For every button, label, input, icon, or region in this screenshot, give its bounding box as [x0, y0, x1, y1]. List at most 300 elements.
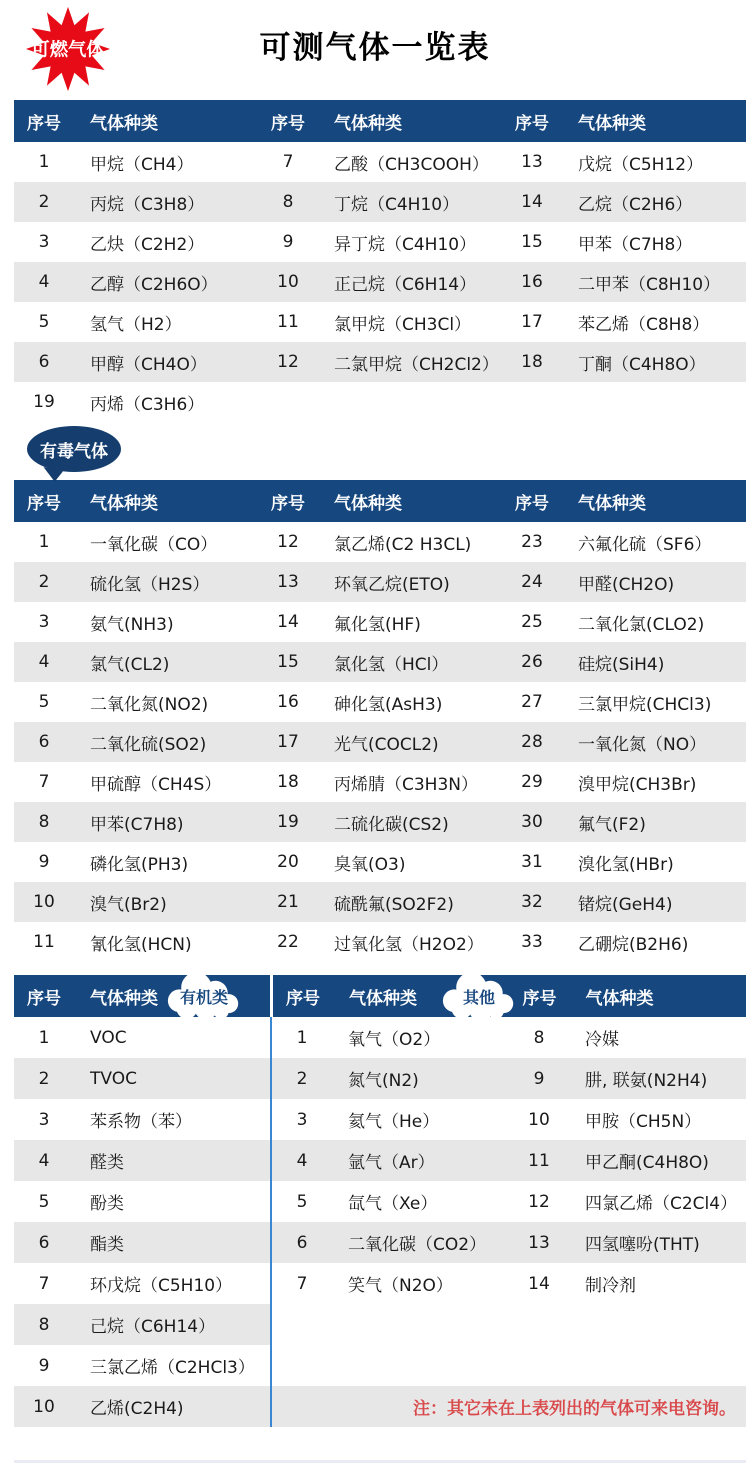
organic-other-gas-table: [14, 975, 746, 1427]
gas-name: 硫化氢（H2S）: [90, 574, 210, 595]
table-row: [14, 522, 746, 562]
row-index: 10: [33, 892, 55, 912]
gas-name: 戊烷（C5H12）: [578, 154, 704, 175]
gas-entry: [14, 722, 258, 762]
gas-entry: [14, 882, 258, 922]
gas-entry: [14, 1181, 270, 1222]
gas-entry: [272, 1017, 509, 1058]
gas-name: 光气(COCL2): [334, 734, 439, 755]
organic-other-table-body: [14, 1017, 746, 1427]
combustible-gas-table: [14, 100, 746, 422]
gas-name: 六氟化硫（SF6）: [578, 534, 712, 555]
gas-entry: [14, 342, 258, 382]
row-index: 1: [38, 532, 50, 552]
row-index: 4: [38, 1150, 50, 1171]
gas-entry: [258, 302, 502, 342]
row-index: 2: [38, 572, 50, 592]
combustible-table-header: [14, 100, 746, 142]
row-index: 10: [33, 1396, 55, 1417]
row-index: 6: [38, 352, 50, 372]
gas-entry: [14, 1304, 270, 1345]
gas-entry: [502, 922, 746, 962]
gas-entry: [502, 382, 746, 422]
gas-entry: [14, 842, 258, 882]
row-index: 6: [38, 1232, 50, 1253]
row-index: 13: [521, 152, 543, 172]
gas-entry: [502, 682, 746, 722]
gas-name: 乙烯(C2H4): [90, 1399, 184, 1419]
gas-name: 环戊烷（C5H10）: [90, 1276, 233, 1296]
gas-name: 苯系物（苯）: [90, 1112, 192, 1132]
table-row: [14, 722, 746, 762]
gas-name: 氧气（O2）: [348, 1030, 441, 1050]
header-pair: [258, 100, 502, 142]
gas-entry: [14, 1263, 270, 1304]
gas-entry: [258, 682, 502, 722]
row-index: 7: [38, 1273, 50, 1294]
row-index: 26: [521, 652, 543, 672]
row-index: 32: [521, 892, 543, 912]
gas-entry: [502, 182, 746, 222]
gas-name: 丙烯腈（C3H3N）: [334, 774, 479, 795]
row-index: 27: [521, 692, 543, 712]
other-cell: [270, 1304, 746, 1345]
row-index: 18: [277, 772, 299, 792]
gas-entry: [14, 802, 258, 842]
row-index: 1: [38, 152, 50, 172]
row-index: 8: [533, 1027, 545, 1048]
other-cell: [270, 1017, 746, 1058]
gas-entry: [272, 1099, 509, 1140]
gas-name: 甲苯（C7H8）: [578, 234, 693, 255]
row-index: 5: [38, 312, 50, 332]
gas-entry: [258, 382, 502, 422]
other-header: [270, 975, 746, 1017]
gas-name: 二氧化氯(CLO2): [578, 614, 705, 635]
table-row: [14, 562, 746, 602]
table-row: [14, 682, 746, 722]
row-index: 5: [296, 1191, 308, 1212]
row-index: 29: [521, 772, 543, 792]
row-index: 4: [296, 1150, 308, 1171]
column-header-gas: 气体种类: [585, 988, 654, 1009]
table-row: [14, 302, 746, 342]
gas-name: 砷化氢(AsH3): [334, 694, 443, 715]
row-index: 15: [521, 232, 543, 252]
row-index: 25: [521, 612, 543, 632]
gas-entry: [502, 222, 746, 262]
other-cell: [270, 1386, 746, 1427]
table-row: [14, 142, 746, 182]
gas-entry: [509, 1058, 746, 1099]
row-index: 8: [282, 192, 294, 212]
column-header-gas: 气体种类: [90, 988, 158, 1009]
gas-entry: [509, 1140, 746, 1181]
table-row: [14, 1099, 746, 1140]
gas-name: 氯气(CL2): [90, 654, 170, 675]
table-row: [14, 802, 746, 842]
organic-cell: [14, 1222, 270, 1263]
table-row: [14, 342, 746, 382]
gas-entry: [14, 382, 258, 422]
row-index: 14: [528, 1273, 550, 1294]
row-index: 14: [277, 612, 299, 632]
row-index: 12: [277, 352, 299, 372]
row-index: 4: [38, 652, 50, 672]
row-index: 3: [38, 612, 50, 632]
gas-name: 一氧化碳（CO）: [90, 534, 218, 555]
gas-entry: [502, 602, 746, 642]
gas-name: 环氧乙烷(ETO): [334, 574, 450, 595]
gas-entry: [502, 302, 746, 342]
gas-entry: [14, 1386, 270, 1427]
column-header-gas: 气体种类: [578, 493, 646, 514]
gas-name: 氦气（He）: [348, 1112, 440, 1132]
gas-name: 二氧化碳（CO2）: [348, 1235, 487, 1255]
gas-name: 锗烷(GeH4): [578, 894, 673, 915]
gas-entry: [509, 1099, 746, 1140]
gas-name: 乙烷（C2H6）: [578, 194, 693, 215]
gas-name: 过氧化氢（H2O2）: [334, 934, 484, 955]
gas-name: 乙醇（C2H6O）: [90, 274, 218, 295]
gas-entry: [14, 642, 258, 682]
header-pair: [14, 100, 258, 142]
gas-name: 正己烷（C6H14）: [334, 274, 477, 295]
row-index: 2: [296, 1068, 308, 1089]
gas-name: 氟气(F2): [578, 814, 646, 835]
table-row: [14, 1181, 746, 1222]
organic-badge: [166, 972, 242, 1020]
table-row: [14, 1017, 746, 1058]
gas-name: 乙酸（CH3COOH）: [334, 154, 489, 175]
other-cell: [270, 1140, 746, 1181]
other-cell: [270, 1181, 746, 1222]
column-header-index: 序号: [515, 493, 549, 514]
gas-entry: [502, 762, 746, 802]
toxic-badge-label: 有毒气体: [40, 441, 108, 462]
gas-name: 氰化氢(HCN): [90, 934, 192, 955]
gas-name: 笑气（N2O）: [348, 1276, 453, 1296]
gas-name: TVOC: [90, 1068, 137, 1089]
gas-entry: [14, 522, 258, 562]
gas-entry: [258, 522, 502, 562]
row-index: 9: [533, 1068, 545, 1089]
gas-name: 三氯乙烯（C2HCl3）: [90, 1358, 255, 1378]
row-index: 19: [277, 812, 299, 832]
row-index: 11: [33, 932, 55, 952]
row-index: 9: [38, 852, 50, 872]
gas-entry: [258, 642, 502, 682]
gas-name: 二氯甲烷（CH2Cl2）: [334, 354, 499, 375]
column-header-index: 序号: [27, 988, 61, 1009]
gas-entry: [14, 1345, 270, 1386]
toxic-table-header: [14, 480, 746, 522]
column-header-gas: 气体种类: [90, 493, 158, 514]
gas-entry: [14, 1058, 270, 1099]
row-index: 33: [521, 932, 543, 952]
gas-entry: [272, 1058, 509, 1099]
gas-entry: [502, 342, 746, 382]
gas-entry: [258, 722, 502, 762]
row-index: 8: [38, 812, 50, 832]
table-row: [14, 882, 746, 922]
gas-entry: [14, 302, 258, 342]
row-index: 3: [38, 1109, 50, 1130]
row-index: 2: [38, 192, 50, 212]
header-pair: [14, 480, 258, 522]
other-cell: [270, 1222, 746, 1263]
gas-name: 冷媒: [585, 1030, 619, 1050]
table-row: [14, 1140, 746, 1181]
gas-entry: [258, 762, 502, 802]
row-index: 13: [277, 572, 299, 592]
row-index: 8: [38, 1314, 50, 1335]
table-row: [14, 602, 746, 642]
gas-name: 制冷剂: [585, 1276, 636, 1296]
gas-entry: [258, 882, 502, 922]
row-index: 30: [521, 812, 543, 832]
table-row: [14, 1058, 746, 1099]
column-header-index: 序号: [286, 988, 320, 1009]
organic-cell: [14, 1304, 270, 1345]
table-row: [14, 922, 746, 962]
gas-name: 丁烷（C4H10）: [334, 194, 460, 215]
row-index: 17: [521, 312, 543, 332]
gas-name: 甲烷（CH4）: [90, 154, 194, 175]
table-row: [14, 1263, 746, 1304]
gas-name: 硫酰氟(SO2F2): [334, 894, 454, 915]
row-index: 4: [38, 272, 50, 292]
column-header-gas: 气体种类: [90, 113, 158, 134]
organic-cell: [14, 1345, 270, 1386]
organic-cell: [14, 1140, 270, 1181]
other-cell: [270, 1263, 746, 1304]
header-pair: [502, 100, 746, 142]
row-index: 11: [528, 1150, 550, 1171]
gas-entry: [14, 922, 258, 962]
column-header-index: 序号: [271, 113, 305, 134]
gas-entry: [14, 262, 258, 302]
row-index: 9: [38, 1355, 50, 1376]
gas-name: 甲醇（CH4O）: [90, 354, 207, 375]
gas-name: 丙烯（C3H6）: [90, 394, 205, 415]
gas-entry: [258, 602, 502, 642]
gas-name: 硅烷(SiH4): [578, 654, 665, 675]
gas-name: 氯乙烯(C2 H3CL): [334, 534, 472, 555]
gas-name: 甲苯(C7H8): [90, 814, 184, 835]
gas-name: 酚类: [90, 1194, 124, 1214]
row-index: 5: [38, 1191, 50, 1212]
gas-name: 乙炔（C2H2）: [90, 234, 205, 255]
gas-name: 二甲苯（C8H10）: [578, 274, 721, 295]
gas-entry: [502, 142, 746, 182]
column-header-gas: 气体种类: [578, 113, 646, 134]
gas-name: 二氧化硫(SO2): [90, 734, 207, 755]
gas-entry: [14, 1017, 270, 1058]
row-index: 1: [296, 1027, 308, 1048]
table-row: [14, 762, 746, 802]
row-index: 13: [528, 1232, 550, 1253]
gas-entry: [502, 722, 746, 762]
gas-entry: [14, 142, 258, 182]
gas-entry: [272, 1263, 509, 1304]
gas-entry: [509, 1222, 746, 1263]
row-index: 7: [282, 152, 294, 172]
gas-name: VOC: [90, 1027, 127, 1048]
table-row: [14, 262, 746, 302]
row-index: 18: [521, 352, 543, 372]
toxic-badge: [27, 426, 121, 472]
row-index: 3: [38, 232, 50, 252]
gas-entry: [258, 562, 502, 602]
table-row: [14, 642, 746, 682]
row-index: 2: [38, 1068, 50, 1089]
gas-entry: [14, 222, 258, 262]
gas-name: 二硫化碳(CS2): [334, 814, 449, 835]
organic-badge-label: 有机类: [179, 987, 228, 1007]
gas-entry: [258, 182, 502, 222]
organic-cell: [14, 1181, 270, 1222]
gas-name: 丙烷（C3H8）: [90, 194, 205, 215]
bottom-divider: [14, 1460, 746, 1463]
column-header-gas: 气体种类: [334, 113, 402, 134]
row-index: 28: [521, 732, 543, 752]
gas-name: 苯乙烯（C8H8）: [578, 314, 710, 335]
organic-header: [14, 975, 270, 1017]
gas-name: 一氧化氮（NO）: [578, 734, 707, 755]
toxic-gas-table: [14, 480, 746, 962]
row-index: 10: [277, 272, 299, 292]
gas-entry: [502, 562, 746, 602]
gas-name: 溴气(Br2): [90, 894, 167, 915]
organic-other-table-header: [14, 975, 746, 1017]
gas-name: 氯化氢（HCl）: [334, 654, 449, 675]
gas-name: 氟化氢(HF): [334, 614, 421, 635]
gas-name: 氮气(N2): [348, 1071, 419, 1091]
gas-entry: [272, 1140, 509, 1181]
row-index: 10: [528, 1109, 550, 1130]
column-header-index: 序号: [522, 988, 557, 1009]
row-index: 3: [296, 1109, 308, 1130]
gas-name: 溴化氢(HBr): [578, 854, 674, 875]
gas-name: 甲胺（CH5N）: [585, 1112, 702, 1132]
contact-note: 注：其它未在上表列出的气体可来电咨询。: [413, 1399, 736, 1419]
gas-name: 氨气(NH3): [90, 614, 174, 635]
gas-entry: [502, 802, 746, 842]
row-index: 15: [277, 652, 299, 672]
gas-entry: [502, 262, 746, 302]
gas-entry: [502, 842, 746, 882]
row-index: 12: [277, 532, 299, 552]
row-index: 16: [277, 692, 299, 712]
row-index: 22: [277, 932, 299, 952]
gas-name: 肼, 联氨(N2H4): [585, 1071, 708, 1091]
gas-entry: [14, 182, 258, 222]
table-row: [14, 382, 746, 422]
organic-cell: [14, 1263, 270, 1304]
gas-name: 四氢噻吩(THT): [585, 1235, 700, 1255]
gas-entry: [502, 522, 746, 562]
gas-entry: [14, 1222, 270, 1263]
gas-name: 磷化氢(PH3): [90, 854, 189, 875]
other-badge-label: 其他: [462, 987, 495, 1007]
row-index: 16: [521, 272, 543, 292]
organic-cell: [14, 1058, 270, 1099]
other-cell: [270, 1345, 746, 1386]
header-pair: [510, 975, 747, 1017]
row-index: 6: [38, 732, 50, 752]
gas-entry: [14, 682, 258, 722]
gas-entry: [272, 1181, 509, 1222]
column-header-index: 序号: [271, 493, 305, 514]
organic-cell: [14, 1017, 270, 1058]
gas-name: 溴甲烷(CH3Br): [578, 774, 697, 795]
column-header-index: 序号: [515, 113, 549, 134]
gas-name: 氙气（Xe）: [348, 1194, 438, 1214]
gas-name: 醛类: [90, 1153, 124, 1173]
gas-entry: [14, 1099, 270, 1140]
gas-entry: [258, 842, 502, 882]
gas-name: 甲硫醇（CH4S）: [90, 774, 222, 795]
table-row: [14, 1222, 746, 1263]
gas-name: 氢气（H2）: [90, 314, 182, 335]
toxic-badge-zone: [0, 422, 750, 480]
gas-entry: [14, 762, 258, 802]
row-index: 1: [38, 1027, 50, 1048]
table-row: [14, 182, 746, 222]
gas-name: 乙硼烷(B2H6): [578, 934, 689, 955]
organic-cell: [14, 1386, 270, 1427]
gas-entry: [14, 1140, 270, 1181]
page-header: [0, 0, 750, 100]
page-title: 可测气体一览表: [259, 30, 491, 66]
gas-entry: [14, 602, 258, 642]
table-row: [14, 842, 746, 882]
gas-entry: [272, 1222, 509, 1263]
gas-entry: [509, 1181, 746, 1222]
gas-name: 异丁烷（C4H10）: [334, 234, 477, 255]
column-header-index: 序号: [27, 493, 61, 514]
gas-entry: [502, 882, 746, 922]
row-index: 23: [521, 532, 543, 552]
other-cell: [270, 1099, 746, 1140]
gas-entry: [14, 562, 258, 602]
other-cell: [270, 1058, 746, 1099]
gas-name: 己烷（C6H14）: [90, 1317, 216, 1337]
gas-name: 四氯乙烯（C2Cl4）: [585, 1194, 738, 1214]
gas-entry: [509, 1017, 746, 1058]
table-row: [14, 1304, 746, 1345]
column-header-gas: 气体种类: [349, 988, 417, 1009]
other-badge: [441, 972, 517, 1020]
row-index: 9: [282, 232, 294, 252]
row-index: 11: [277, 312, 299, 332]
table-row: [14, 1386, 746, 1427]
gas-name: 酯类: [90, 1235, 124, 1255]
row-index: 7: [38, 772, 50, 792]
combustible-badge-label: 可燃气体: [31, 39, 105, 61]
organic-cell: [14, 1099, 270, 1140]
gas-name: 臭氧(O3): [334, 854, 406, 875]
gas-entry: [258, 342, 502, 382]
gas-entry: [258, 922, 502, 962]
gas-name: 甲醛(CH2O): [578, 574, 675, 595]
row-index: 24: [521, 572, 543, 592]
gas-entry: [258, 262, 502, 302]
gas-entry: [502, 642, 746, 682]
table-row: [14, 222, 746, 262]
gas-entry: [509, 1263, 746, 1304]
